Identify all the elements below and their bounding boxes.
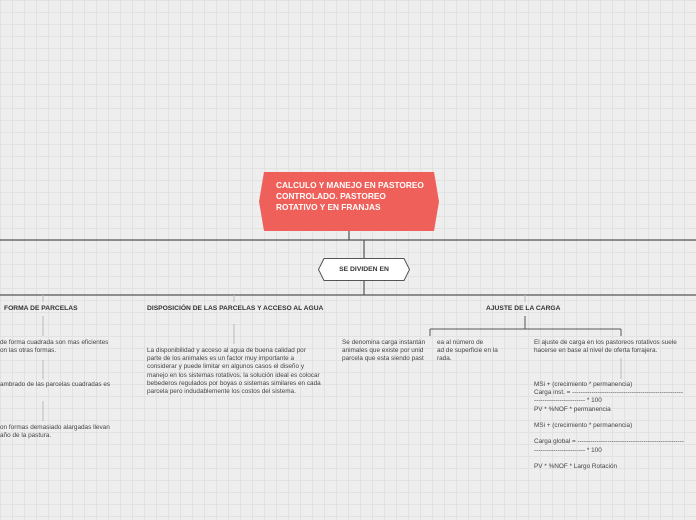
note-forma-2[interactable]: ambrado de las parcelas cuadradas es (0, 381, 111, 388)
branch-title-ajuste[interactable]: AJUSTE DE LA CARGA (486, 305, 561, 312)
central-topic[interactable] (259, 172, 439, 231)
central-topic-label: CALCULO Y MANEJO EN PASTOREO CONTROLADO. PASTOREO ROTATIVO Y EN FRANJAS (276, 180, 424, 212)
connector-label: SE DIVIDEN EN (339, 266, 389, 273)
branch-title-forma[interactable]: FORMA DE PARCELAS (4, 305, 78, 312)
note-ajuste-2[interactable]: El ajuste de carga en los pastoreos rotativos suele hacerse en base al nivel de oferta forrajera. (534, 339, 677, 355)
note-ajuste-formulas[interactable]: MSi + (crecimiento * permanencia) Carga inst. = ---------------------------------------------------- ------------------------ * 100 PV * %NOF * permanencia MSi + (crecimiento * permanencia) Carga global = -------------------------------------------------- ------------------------ * 100 PV * %NOF * Largo Rotación (534, 381, 684, 470)
note-ajuste-1-continued[interactable]: ea al número de ad de superficie en la rada. (437, 339, 498, 363)
note-forma-1[interactable]: de forma cuadrada son mas eficientes on las otras formas. (0, 339, 109, 355)
connector-node[interactable] (318, 258, 410, 281)
note-ajuste-1[interactable]: Se denomina carga instantán animales que existe por unid parcela que esta siendo past (342, 339, 426, 363)
note-forma-3[interactable]: on formas demasiado alargadas llevan año de la pastura. (0, 424, 110, 440)
branch-title-disposicion[interactable]: DISPOSICIÓN DE LAS PARCELAS Y ACCESO AL AGUA (147, 305, 324, 312)
note-disposicion[interactable]: La disponibilidad y acceso al agua de buena calidad por parte de los animales es un factor muy importante a considerar y puede limitar en algunos casos el diseño y manejo en los sistemas rotativos. la solución ideal es colocar bebederos regulados por boyas o sistemas similares en cada parcela pero indudablemente los costos del sistema. (147, 347, 321, 396)
